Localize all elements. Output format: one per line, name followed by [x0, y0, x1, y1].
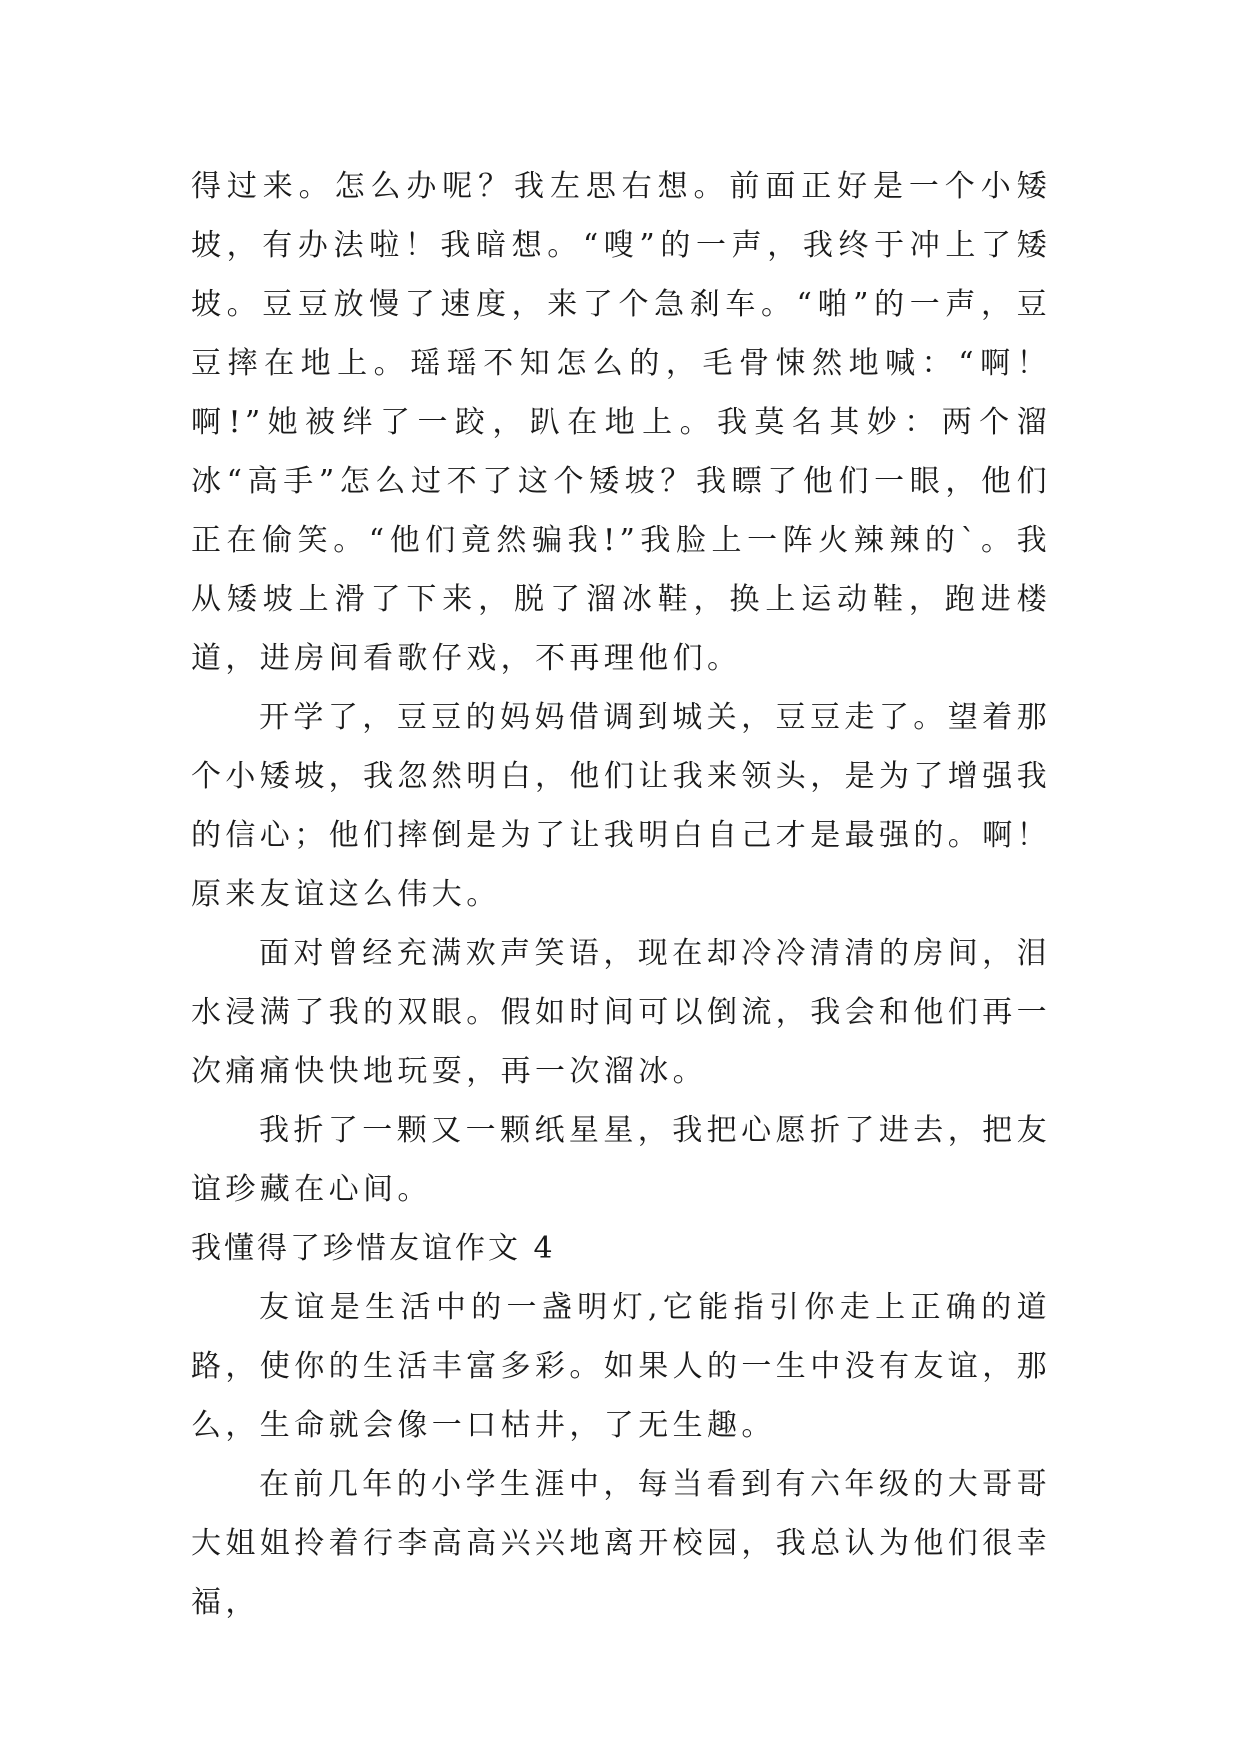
- paragraph-primary-school: 在前几年的小学生涯中，每当看到有六年级的大哥哥大姐姐拎着行李高高兴兴地离开校园，我总认为他们很幸福，: [191, 1467, 1051, 1620]
- paragraph-empty-room: 面对曾经充满欢声笑语，现在却冷冷清清的房间，泪水浸满了我的双眼。假如时间可以倒流，我会和他们再一次痛痛快快地玩耍，再一次溜冰。: [191, 936, 1051, 1089]
- essay-heading: 我懂得了珍惜友谊作文 4: [191, 1231, 556, 1266]
- paragraph-paper-stars: 我折了一颗又一颗纸星星，我把心愿折了进去，把友谊珍藏在心间。: [191, 1113, 1051, 1207]
- document-page: [191, 157, 1051, 1632]
- paragraph-school-start: 开学了，豆豆的妈妈借调到城关，豆豆走了。望着那个小矮坡，我忽然明白，他们让我来领头，是为了增强我的信心；他们摔倒是为了让我明白自己才是最强的。啊！原来友谊这么伟大。: [191, 700, 1051, 912]
- paragraph-continued: 得过来。怎么办呢？我左思右想。前面正好是一个小矮坡，有办法啦！我暗想。“嗖”的一声，我终于冲上了矮坡。豆豆放慢了速度，来了个急刹车。“啪”的一声，豆豆摔在地上。瑶瑶不知怎么的，毛骨悚然地喊：“啊！啊!”她被绊了一跤，趴在地上。我莫名其妙：两个溜冰“高手”怎么过不了这个矮坡？我瞟了他们一眼，他们正在偷笑。“他们竟然骗我!”我脸上一阵火辣辣的`。我从矮坡上滑了下来，脱了溜冰鞋，换上运动鞋，跑进楼道，进房间看歌仔戏，不再理他们。: [191, 169, 1051, 676]
- paragraph-friendship-lamp: 友谊是生活中的一盏明灯,它能指引你走上正确的道路，使你的生活丰富多彩。如果人的一生中没有友谊，那么，生命就会像一口枯井，了无生趣。: [191, 1290, 1051, 1443]
